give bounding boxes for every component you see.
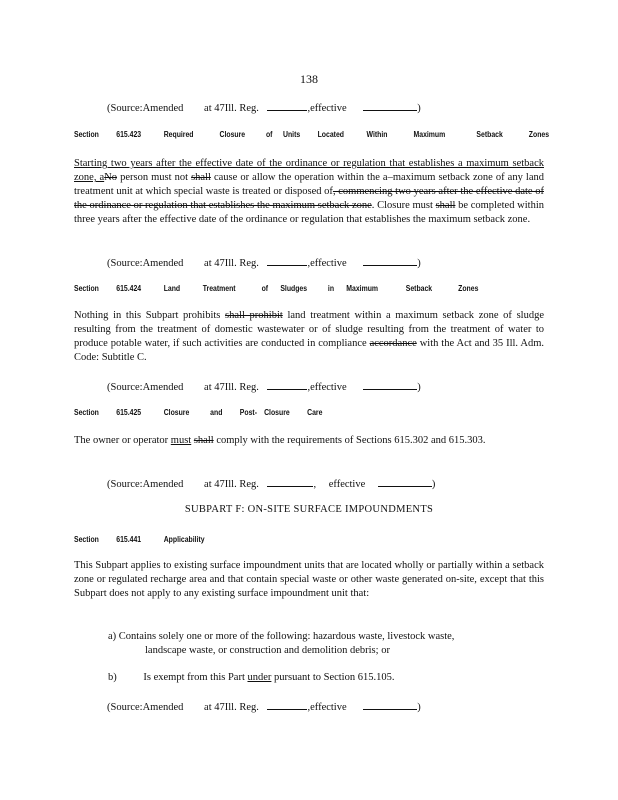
list-item-a: a) Contains solely one or more of the following: hazardous waste, livestock waste, landscape waste, or construction and demolition debris; or [108,631,455,656]
source-note: (Source:Amended at 47Ill. Reg. , effective ) [107,479,436,490]
list-item-b: b) Is exempt from this Part under pursuant to Section 615.105. [108,672,395,683]
source-note: (Source:Amended at 47Ill. Reg. ,effective ) [107,258,421,269]
subpart-title: SUBPART F: ON-SITE SURFACE IMPOUNDMENTS [184,504,434,515]
blank-register-number [267,700,307,710]
blank-effective-date [363,256,417,266]
blank-effective-date [363,380,417,390]
blank-register-number [267,101,307,111]
section-header-615-425: Section 615.425 Closure and Post- Closure Care [74,408,323,417]
page-number: 138 [300,72,318,86]
section-header-615-423: Section 615.423 Required Closure of Units Located Within Maximum Setback Zones [74,130,550,139]
blank-register-number [267,256,307,266]
section-615-425-body: The owner or operator must shall comply with the requirements of Sections 615.302 and 615.303. [74,435,486,446]
section-615-423-body: Starting two years after the effective date of the ordinance or regulation that establishes a maximum setback zone, aNo person must not shall cause or allow the operation within the a–maximum setback zone of any land treatment unit at which special waste is treated or disposed of, commencing two years after the effective date of the ordinance or regulation that establishes the maximum setback zone. Closure must shall be completed within three years after the effective date of the ordinance or regulation that establishes the maximum setback zone. [74,158,544,225]
blank-register-number [267,477,313,487]
section-615-424-body: Nothing in this Subpart prohibits shall prohibit land treatment within a maximum setback zone of sludge resulting from the treatment of domestic wastewater or of sludge resulting from the treatment of water to produce potable water, if such activities are conducted in compliance accordance with the Act and 35 Ill. Adm. Code: Subtitle C. [74,310,544,363]
blank-effective-date [363,700,417,710]
source-note: (Source:Amended at 47Ill. Reg. ,effective ) [107,382,421,393]
blank-effective-date [363,101,417,111]
section-615-441-body: This Subpart applies to existing surface impoundment units that are located wholly or partially within a setback zone or regulated recharge area and that contain special waste or other waste generated on-site, except that this Subpart does not apply to any existing surface impoundment unit that: [74,560,544,599]
section-header-615-424: Section 615.424 Land Treatment of Sludges in Maximum Setback Zones [74,284,479,293]
source-note: (Source:Amended at 47Ill. Reg. ,effective ) [107,103,421,114]
blank-register-number [267,380,307,390]
section-header-615-441: Section 615.441 Applicability [74,535,205,544]
source-note: (Source:Amended at 47Ill. Reg. ,effective ) [107,702,421,713]
blank-effective-date [378,477,432,487]
